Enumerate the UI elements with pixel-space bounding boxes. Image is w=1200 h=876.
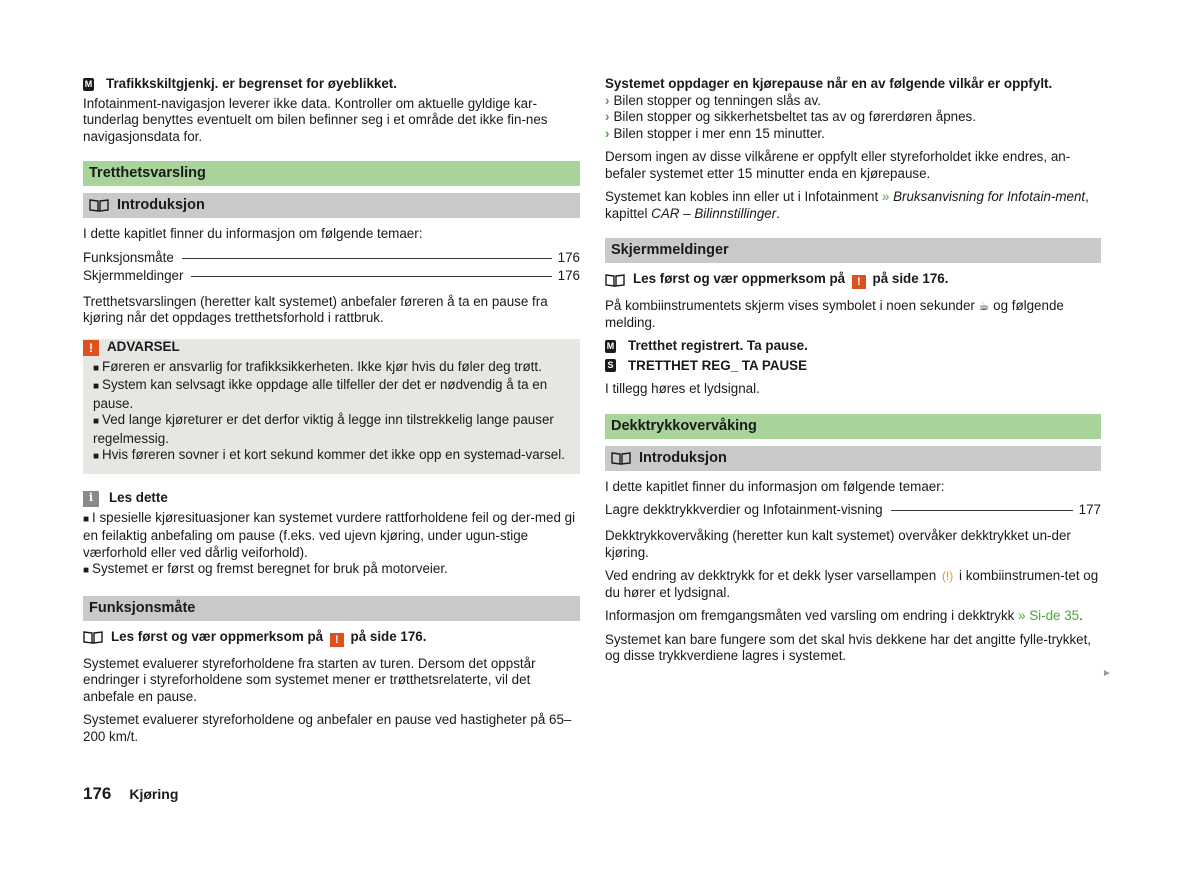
right-column [605, 76, 1101, 672]
condition-item: › Bilen stopper og tenningen slås av. [605, 92, 821, 108]
m-marker-icon: M [606, 340, 615, 351]
subsection-title: Funksjonsmåte [89, 599, 196, 616]
infotainment-paragraph: Infotainment-navigasjon leverer ikke data. Kontroller om aktuelle gyldige kar-tunderlag benyttes eventuelt om bilen befinner seg i et område det ikke fin-nes navigasjonsdata for. [83, 95, 548, 144]
tire-pressure-warning-icon: (!) [941, 569, 954, 583]
toc-label: Lagre dekktrykkverdier og Infotainment-visning [605, 502, 883, 517]
toc-row[interactable] [83, 250, 580, 268]
subsection-title: Skjermmeldinger [611, 242, 729, 258]
m-marker-icon: M [84, 78, 93, 89]
warning-item: ■ Føreren er ansvarlig for trafikksikkerheten. Ikke kjør hvis du føler deg trøtt. [93, 358, 542, 374]
reference-page: på side 176. [872, 271, 949, 286]
description-paragraph: Tretthetsvarslingen (heretter kalt systemet) anbefaler føreren å ta en pause fra kjøring når det oppdages tretthetsforhold i rattbruk. [83, 293, 548, 325]
condition-item: › Bilen stopper og sikkerhetsbeltet tas av og førerdøren åpnes. [605, 109, 976, 124]
function-paragraph-1: Systemet evaluerer styreforholdene fra starten av turen. Dersom det oppstår endringer i styreforholdene som systemet mener er trøtthetsrelaterte, vil det anbefale en pause. [83, 655, 536, 704]
book-icon [605, 274, 625, 287]
subsection-heading-introduksjon [605, 446, 1101, 471]
info-item: ■ I spesielle kjøresituasjoner kan systemet vurdere rattforholdene feil og der-med gi en feilaktig anbefaling om pause (f.eks. ved ujevn kjøring, under ugun-stige værforhold eller ved dårlig veiforhold). [83, 509, 576, 560]
toc-row[interactable] [605, 502, 1101, 520]
toc-page: 177 [1078, 502, 1101, 517]
toc-page: 176 [557, 249, 580, 265]
warning-header [83, 339, 580, 357]
reference-text: Les først og vær oppmerksom på [633, 271, 846, 286]
reference-line [83, 629, 580, 647]
s-message-text: TRETTHET REG_ TA PAUSE [628, 357, 808, 373]
toc-leader [191, 276, 551, 277]
toc-list [605, 502, 1101, 520]
subsection-heading-introduksjon [83, 193, 580, 218]
reference-line [605, 271, 1101, 289]
function-paragraph-2: Systemet evaluerer styreforholdene og anbefaler en pause ved hastigheter på 65–200 km/t. [83, 712, 572, 744]
m-message-line [605, 338, 1101, 355]
toc-leader [891, 510, 1073, 511]
left-column [83, 76, 580, 752]
book-icon [89, 199, 109, 212]
manual-link[interactable]: » [881, 189, 890, 204]
coffee-cup-icon: ☕ [978, 299, 990, 313]
section-heading-dekktrykkovervaking: Dekktrykkovervåking [605, 414, 1101, 439]
toc-page: 176 [557, 267, 580, 283]
warning-icon: ! [83, 340, 99, 356]
toc-label: Skjermmeldinger [83, 267, 184, 283]
arrow-icon: › [605, 92, 610, 108]
toc-leader [182, 258, 552, 259]
warning-ref-icon[interactable]: ! [330, 633, 344, 647]
conditions-list [605, 93, 1101, 143]
subsection-heading-skjermmeldinger [605, 238, 1101, 263]
subsection-heading-funksjonsmate [83, 596, 580, 621]
intro-paragraph: I dette kapitlet finner du informasjon om følgende temaer: [83, 226, 423, 241]
reference-page: på side 176. [350, 628, 427, 644]
m-message-text: Trafikkskiltgjenkj. er begrenset for øyeblikket. [106, 76, 397, 91]
section-heading-tretthetsvarsling: Tretthetsvarsling [83, 161, 580, 186]
book-icon [611, 452, 631, 465]
conditions-intro: Systemet oppdager en kjørepause når en av følgende vilkår er oppfylt. [605, 76, 1053, 91]
info-box [83, 490, 580, 580]
info-icon: i [83, 491, 99, 507]
tpms-paragraph-3: Informasjon om fremgangsmåten ved varsling om endring i dekktrykk » Si-de 35. [605, 608, 1083, 623]
reset-paragraph: Dersom ingen av disse vilkårene er oppfylt eller styreforholdet ikke endres, an-befaler systemet etter 15 minutter enda en kjørepause. [605, 149, 1071, 181]
toc-list [83, 250, 580, 286]
tpms-paragraph-2: Ved endring av dekktrykk for et dekk lyser varsellampen (!) i kombiinstrumen-tet og du hører et lydsignal. [605, 568, 1099, 600]
warning-item: ■ System kan selvsagt ikke oppdage alle tilfeller der det er nødvendig å ta en pause. [93, 377, 548, 411]
subsection-title: Introduksjon [639, 449, 727, 466]
s-marker-icon: S [605, 359, 616, 372]
page-number: 176 [83, 784, 112, 803]
condition-item: › Bilen stopper i mer enn 15 minutter. [605, 125, 825, 141]
footer-section-name: Kjøring [129, 786, 179, 802]
toc-row[interactable] [83, 268, 580, 286]
page-footer [83, 786, 178, 803]
arrow-icon: › [605, 125, 610, 141]
info-header [83, 490, 580, 508]
info-item: ■ Systemet er først og fremst beregnet for bruk på motorveier. [83, 561, 448, 576]
warning-item: ■ Hvis føreren sovner i et kort sekund kommer det ikke opp en systemad-varsel. [93, 447, 565, 462]
subsection-title: Introduksjon [117, 197, 205, 213]
info-title: Les dette [109, 490, 168, 506]
m-message-text: Tretthet registrert. Ta pause. [628, 338, 808, 353]
sound-paragraph: I tillegg høres et lydsignal. [605, 381, 760, 396]
arrow-icon: › [605, 109, 610, 124]
warning-box [83, 339, 580, 474]
s-message-line [605, 358, 1101, 375]
book-icon [83, 631, 103, 644]
warning-ref-icon[interactable]: ! [852, 275, 866, 289]
tpms-paragraph-4: Systemet kan bare fungere som det skal hvis dekkene har det angitte fylle-trykket, og disse trykkverdiene lagres i systemet. [605, 631, 1092, 663]
m-message-line [83, 76, 580, 93]
next-page-arrow-icon: ► [1102, 668, 1112, 679]
reference-text: Les først og vær oppmerksom på [111, 628, 324, 644]
screen-paragraph: På kombiinstrumentets skjerm vises symbolet i noen sekunder ☕ og følgende melding. [605, 298, 1064, 330]
toc-label: Funksjonsmåte [83, 249, 174, 265]
page-35-link[interactable]: » Si-de 35 [1018, 608, 1080, 623]
warning-item: ■ Ved lange kjøreturer er det derfor viktig å legge inn tilstrekkelig lange pauser regelmessig. [93, 412, 554, 446]
warning-title: ADVARSEL [107, 339, 180, 355]
toggle-paragraph: Systemet kan kobles inn eller ut i Infotainment » Bruksanvisning for Infotain-ment, kapittel CAR – Bilinnstillinger. [605, 189, 1089, 221]
intro-paragraph: I dette kapitlet finner du informasjon om følgende temaer: [605, 478, 945, 494]
tpms-paragraph-1: Dekktrykkovervåking (heretter kun kalt systemet) overvåker dekktrykket un-der kjøring. [605, 528, 1071, 560]
